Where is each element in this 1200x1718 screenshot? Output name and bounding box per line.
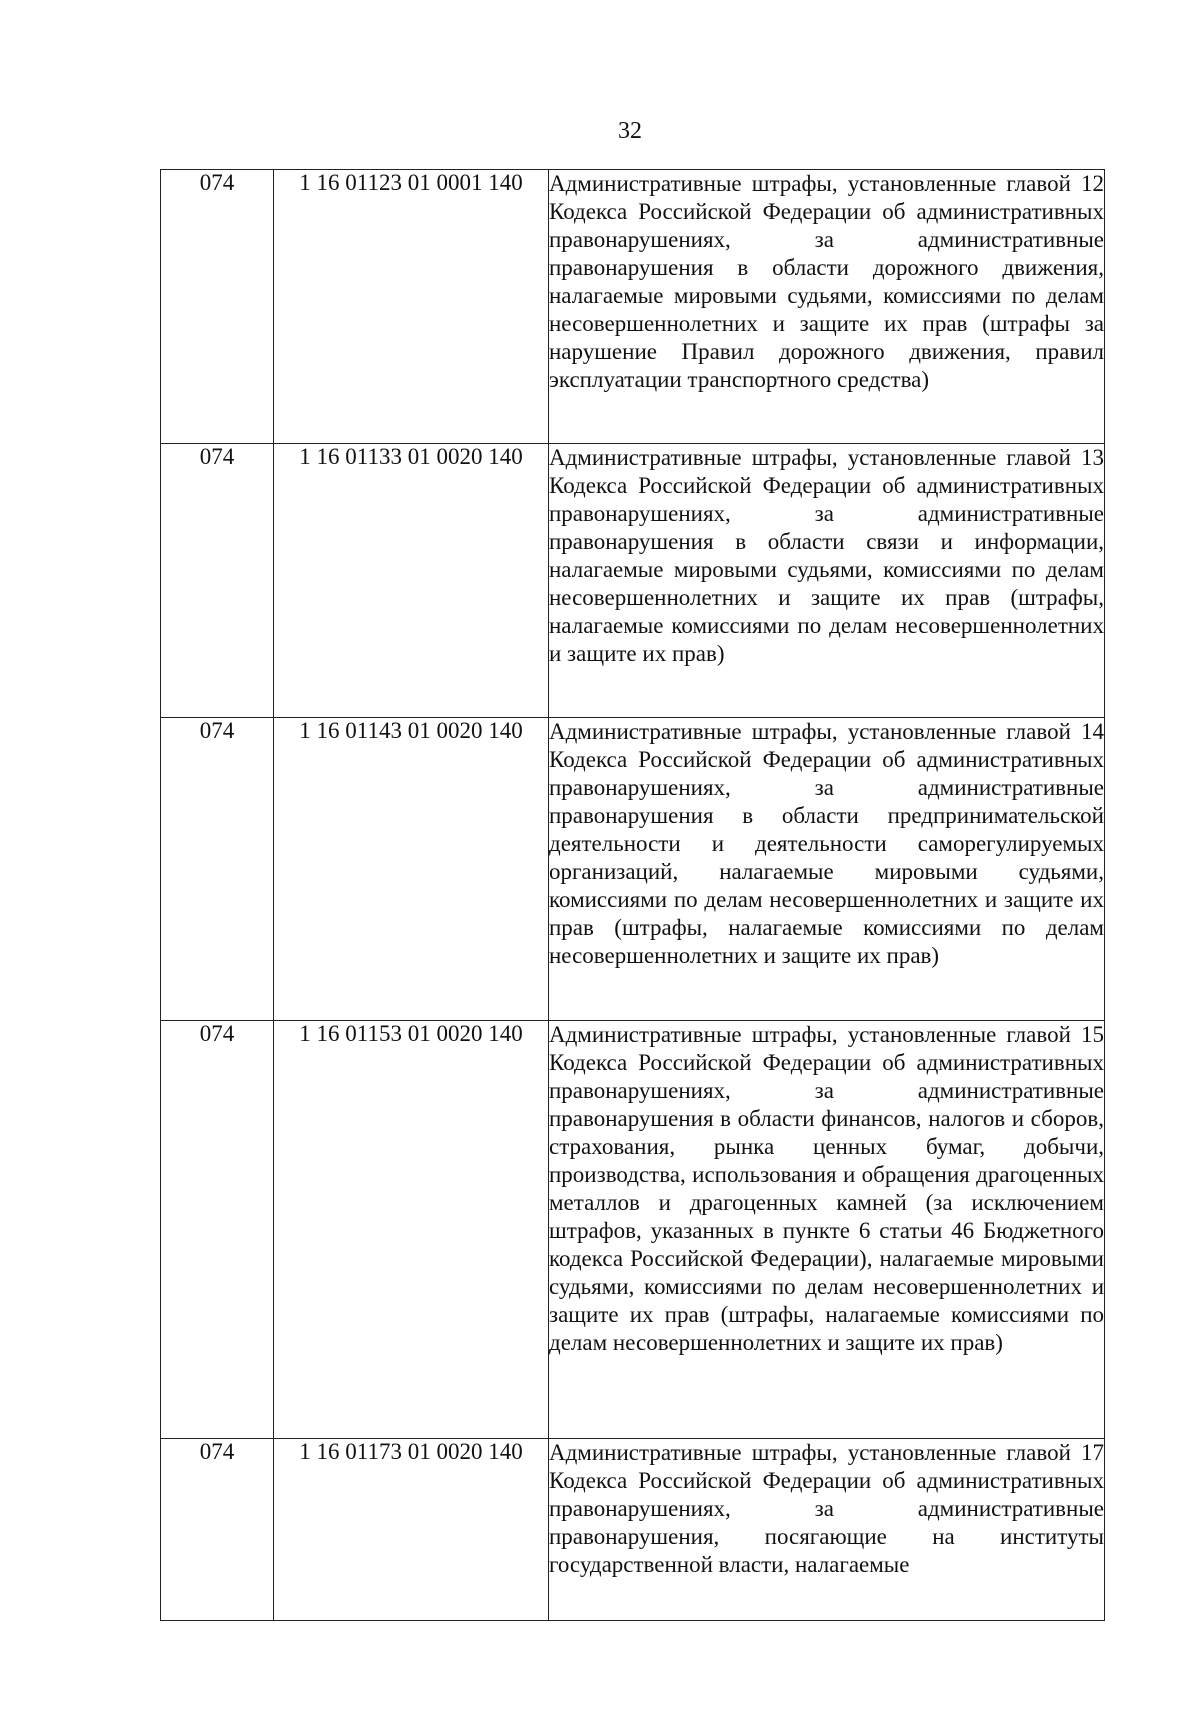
admin-code-cell: 074: [161, 1439, 274, 1621]
description-cell: [549, 1439, 1105, 1621]
table-row: [161, 718, 1105, 1021]
description-cell: [549, 1021, 1105, 1439]
page-number: 32: [618, 118, 642, 144]
description-text: Административные штрафы, установленные главой 13 Кодекса Российской Федерации об административных правонарушениях, за административные правонарушения в области связи и информации, налагаемые мировыми судьями, комиссиями по делам несовершеннолетних и защите их прав (штрафы, налагаемые комиссиями по делам несовершеннолетних и защите их прав): [549, 445, 1104, 666]
budget-codes-table: [160, 169, 1105, 1621]
description-cell: [549, 444, 1105, 718]
table-row: [161, 170, 1105, 444]
kbk-code-cell: 1 16 01143 01 0020 140: [274, 718, 549, 1021]
description-cell: [549, 718, 1105, 1021]
admin-code-cell: 074: [161, 718, 274, 1021]
admin-code-cell: 074: [161, 1021, 274, 1439]
kbk-code-cell: 1 16 01133 01 0020 140: [274, 444, 549, 718]
kbk-code-cell: 1 16 01173 01 0020 140: [274, 1439, 549, 1621]
kbk-code-cell: 1 16 01153 01 0020 140: [274, 1021, 549, 1439]
description-text: Административные штрафы, установленные главой 12 Кодекса Российской Федерации об административных правонарушениях, за административные правонарушения в области дорожного движения, налагаемые мировыми судьями, комиссиями по делам несовершеннолетних и защите их прав (штрафы за нарушение Правил дорожного движения, правил эксплуатации транспортного средства): [549, 171, 1104, 392]
description-text: Административные штрафы, установленные главой 17 Кодекса Российской Федерации об административных правонарушениях, за административные правонарушения, посягающие на институты государственной власти, налагаемые: [549, 1440, 1104, 1577]
table-row: [161, 1439, 1105, 1621]
table-row: [161, 1021, 1105, 1439]
description-cell: [549, 170, 1105, 444]
kbk-code-cell: 1 16 01123 01 0001 140: [274, 170, 549, 444]
description-text: Административные штрафы, установленные главой 14 Кодекса Российской Федерации об административных правонарушениях, за административные правонарушения в области предпринимательской деятельности и деятельности саморегулируемых организаций, налагаемые мировыми судьями, комиссиями по делам несовершеннолетних и защите их прав (штрафы, налагаемые комиссиями по делам несовершеннолетних и защите их прав): [549, 719, 1104, 968]
admin-code-cell: 074: [161, 444, 274, 718]
table-row: [161, 444, 1105, 718]
admin-code-cell: 074: [161, 170, 274, 444]
description-text: Административные штрафы, установленные главой 15 Кодекса Российской Федерации об административных правонарушениях, за административные правонарушения в области финансов, налогов и сборов, страхования, рынка ценных бумаг, добычи, производства, использования и обращения драгоценных металлов и драгоценных камней (за исключением штрафов, указанных в пункте 6 статьи 46 Бюджетного кодекса Российской Федерации), налагаемые мировыми судьями, комиссиями по делам несовершеннолетних и защите их прав (штрафы, налагаемые комиссиями по делам несовершеннолетних и защите их прав): [549, 1022, 1104, 1355]
